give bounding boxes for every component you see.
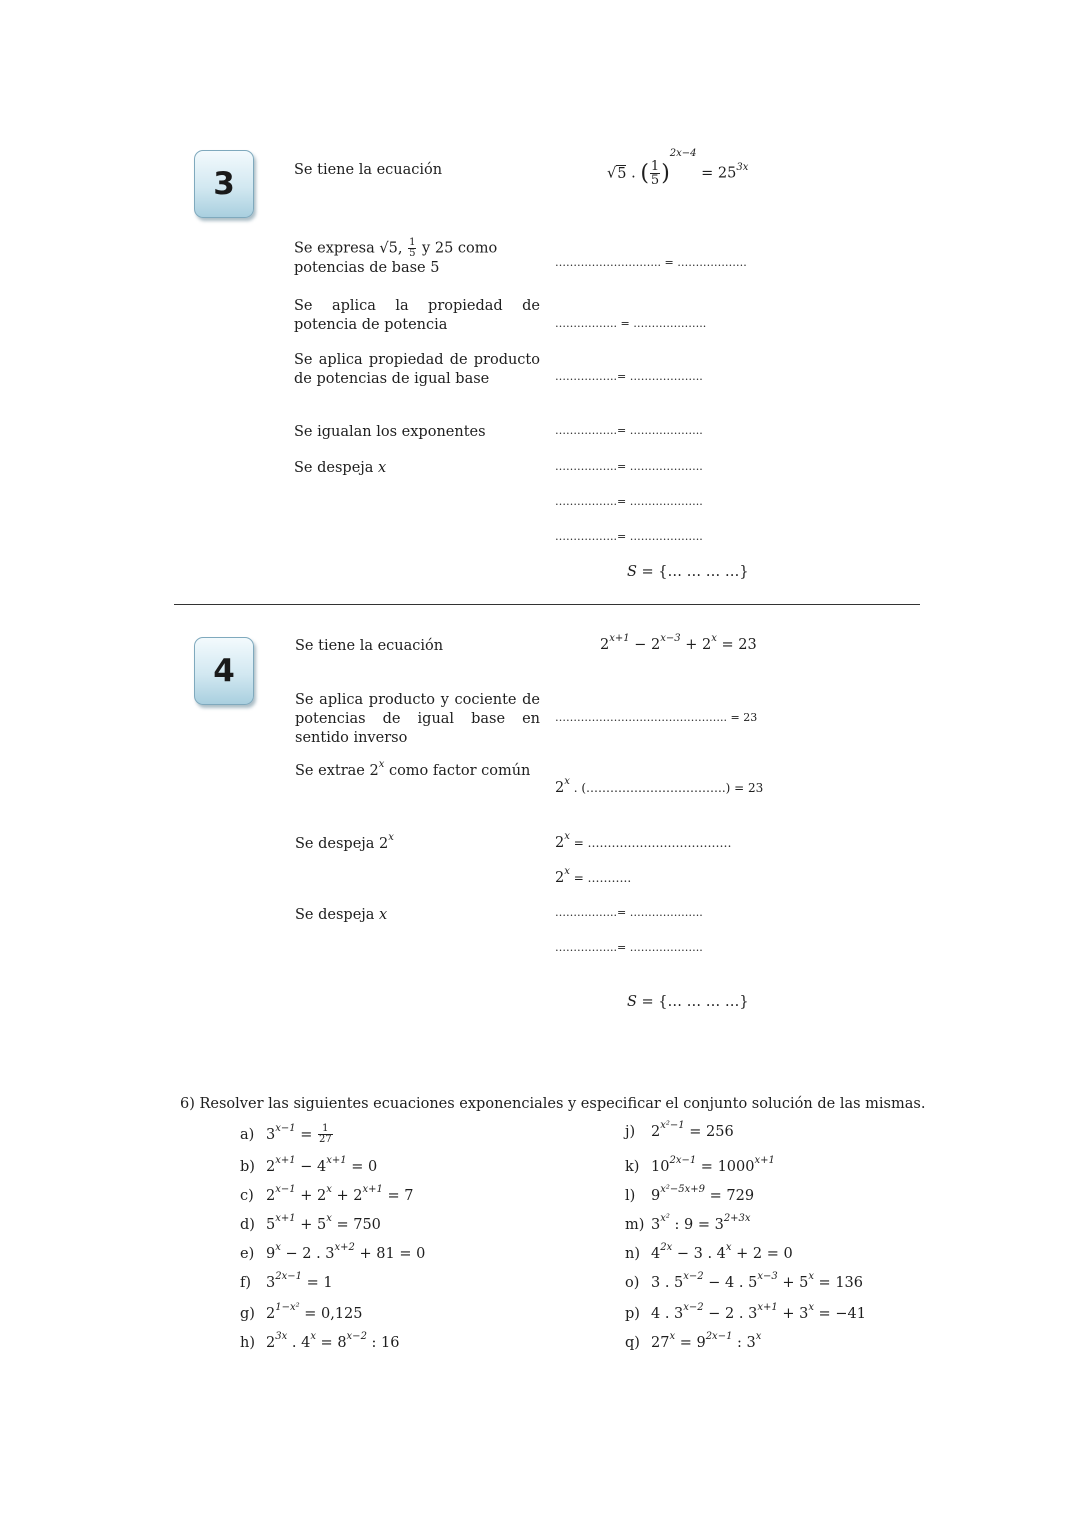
item-equation: $9^x - 2$ . $3^{x+2} + 81 = 0$: [266, 1242, 426, 1262]
ex3-step1-text: Se expresa √5, $\frac{1}{5}$ y 25 como potencias de base 5: [294, 237, 498, 276]
exercise-3-number: 3: [213, 166, 235, 202]
item-equation: 3 . $5^{x-2} - 4$ . $5^{x-3} + 5^x = 136$: [651, 1271, 863, 1291]
ex6-right-item: [625, 1302, 866, 1322]
ex4-step2-math: 2$^x$ . (……………………………..) = 23: [555, 776, 764, 796]
ex6-heading: 6) Resolver las siguientes ecuaciones exponenciales y especificar el conjunto solución de las mismas.: [180, 1096, 926, 1112]
item-label: q): [625, 1335, 640, 1351]
item-equation: $2^{x-1} + 2^x + 2^{x+1} = 7$: [266, 1184, 414, 1204]
item-equation: $4^{2x} - 3$ . $4^x + 2 = 0$: [651, 1242, 793, 1262]
item-label: a): [240, 1126, 255, 1143]
ex6-right-item: [625, 1155, 775, 1175]
ex6-right-item: [625, 1120, 734, 1140]
ex3-solution-set: S = {… … … …}: [627, 564, 749, 580]
ex3-step5-blank: ……………..= ………………..: [555, 460, 703, 473]
ex6-left-item: [240, 1271, 333, 1291]
ex6-right-item: [625, 1331, 762, 1351]
ex4-step1-blank: ……………………………………….. = 23: [555, 711, 758, 724]
item-label: j): [625, 1124, 636, 1140]
ex4-step4-blank1: ……………..= ………………..: [555, 906, 703, 919]
item-label: m): [625, 1217, 645, 1233]
ex3-step4-blank: ……………..= ………………..: [555, 424, 703, 437]
item-equation: $3^{x^2}$ : $9 = 3^{2+3x}$: [651, 1213, 751, 1233]
item-label: l): [625, 1188, 636, 1204]
ex6-right-item: [625, 1271, 863, 1291]
item-label: k): [625, 1159, 640, 1175]
item-label: e): [240, 1246, 255, 1262]
item-equation: $2^{x+1} - 4^{x+1} = 0$: [266, 1155, 378, 1175]
ex4-solution-set: S = {… … … …}: [627, 994, 749, 1010]
ex3-step4-text: Se igualan los exponentes: [294, 424, 486, 440]
ex6-left-item: [240, 1302, 363, 1322]
item-equation: $2^{3x}$ . $4^x = 8^{x-2}$ : 16: [266, 1331, 400, 1351]
ex6-left-item: [240, 1184, 414, 1204]
item-equation: $5^{x+1} + 5^x = 750$: [266, 1213, 381, 1233]
ex6-left-item: [240, 1213, 381, 1233]
item-label: g): [240, 1306, 255, 1322]
item-equation: $3^{x-1}$ = $\frac{1}{27}$: [266, 1122, 332, 1145]
ex4-equation-label: Se tiene la ecuación: [295, 638, 444, 654]
item-label: b): [240, 1159, 255, 1175]
item-equation: 4 . $3^{x-2} - 2$ . $3^{x+1} + 3^x = -41$: [651, 1302, 866, 1322]
ex4-equation: $2^{x+1} - 2^{x-3} + 2^x = 23$: [600, 633, 757, 653]
ex4-step4-blank2: ……………..= ………………..: [555, 941, 703, 954]
ex3-step6-blank: ……………..= ………………..: [555, 495, 703, 508]
ex4-step4-text: Se despeja x: [295, 907, 388, 923]
item-equation: $2^{x^2-1} = 256$: [651, 1120, 734, 1140]
exercise-4-badge: [194, 637, 254, 705]
section-divider: [174, 604, 920, 605]
exercise-4-number: 4: [213, 653, 235, 689]
ex3-step7-blank: ……………..= ………………..: [555, 530, 703, 543]
item-label: h): [240, 1335, 255, 1351]
item-equation: $2^{1-x^2} = 0,125$: [266, 1302, 363, 1322]
exercise-3-badge: [194, 150, 254, 218]
item-label: c): [240, 1188, 254, 1204]
item-equation: $27^x = 9^{2x-1}$ : 3$^x$: [651, 1331, 762, 1351]
ex3-equation: √5 . ( $\frac{1}{5}$ )$^{2x-4} = 25^{3x}$: [607, 147, 749, 188]
ex4-step3-line2: $2^x$ = ………..: [555, 866, 632, 886]
ex4-step3-line1: $2^x$ = ………………………………: [555, 831, 732, 851]
ex4-step1-text: Se aplica producto y cociente de potencias de igual base en sentido inverso: [295, 692, 540, 746]
ex6-left-item: [240, 1124, 334, 1145]
ex3-step3-blank: ……………..= ………………..: [555, 370, 703, 383]
item-label: d): [240, 1217, 255, 1233]
item-equation: $10^{2x-1} = 1000^{x+1}$: [651, 1155, 775, 1175]
ex3-equation-label: Se tiene la ecuación: [294, 162, 443, 178]
item-label: p): [625, 1306, 640, 1322]
ex3-step2-blank: …………….. = ………………..: [555, 317, 707, 330]
item-equation: $3^{2x-1} = 1$: [266, 1271, 333, 1291]
ex6-left-item: [240, 1242, 426, 1262]
ex6-left-item: [240, 1155, 378, 1175]
ex6-left-item: [240, 1331, 400, 1351]
ex6-right-item: [625, 1242, 793, 1262]
item-label: f): [240, 1275, 252, 1291]
ex3-step2-text: Se aplica la propiedad de potencia de potencia: [294, 298, 540, 333]
ex3-step3-text: Se aplica propiedad de producto de potencias de igual base: [294, 352, 540, 387]
item-label: o): [625, 1275, 640, 1291]
ex4-step3-text: Se despeja 2$^x$: [295, 832, 394, 852]
ex4-step2-text: Se extrae 2$^x$ como factor común: [295, 759, 531, 779]
ex3-step1-blank: ……………………….. = ……………….: [555, 256, 747, 269]
ex6-right-item: [625, 1184, 755, 1204]
ex6-right-item: [625, 1213, 751, 1233]
item-equation: $9^{x^2-5x+9} = 729$: [651, 1184, 755, 1204]
ex3-step5-text: Se despeja x: [294, 460, 387, 476]
item-label: n): [625, 1246, 640, 1262]
